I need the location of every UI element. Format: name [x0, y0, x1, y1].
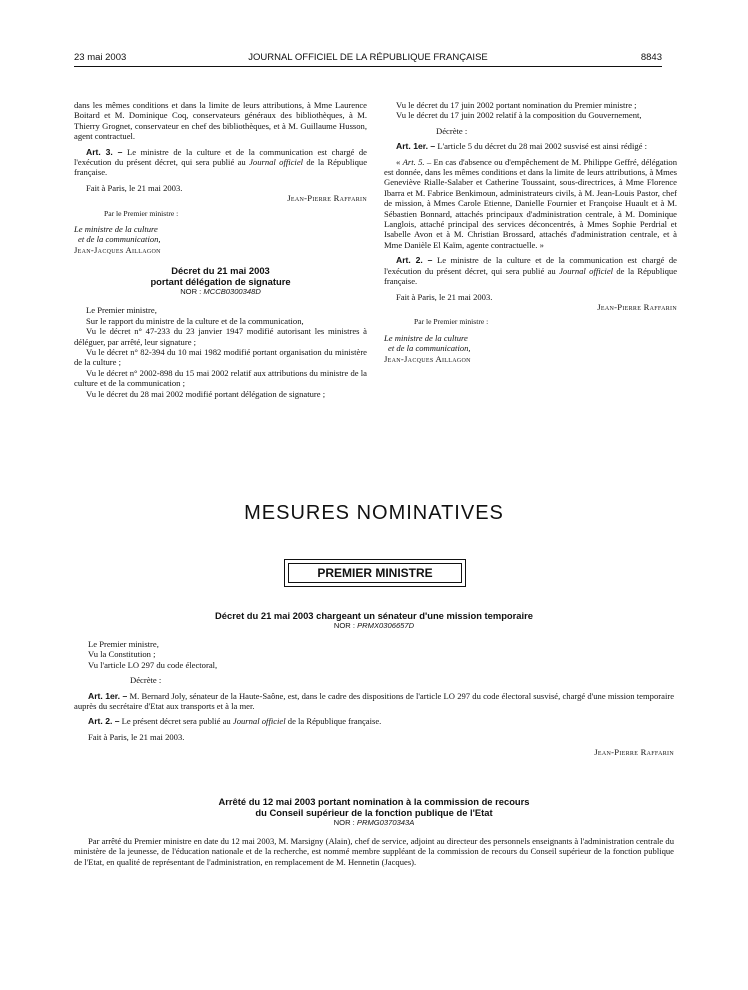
- visa-decret-2002-898: Vu le décret n° 2002-898 du 15 mai 2002 relatif aux attributions du ministre de la culture et de la communication ;: [74, 367, 367, 389]
- premier-ministre-box: [284, 559, 466, 587]
- decree-title-line2: portant délégation de signature: [150, 276, 291, 288]
- nor-label: NOR :: [180, 287, 204, 297]
- visa-nomination-pm: Vu le décret du 17 juin 2002 portant nomination du Premier ministre ;: [396, 100, 637, 110]
- header-date: 23 mai 2003: [74, 52, 127, 63]
- nor-code: PRMX0306657D: [357, 621, 415, 630]
- minister-title-line2: et de la communication,: [388, 343, 471, 354]
- continued-text: dans les mêmes conditions et dans la limite de leurs attributions, à Mme Laurence Boitard et M. Dominique Coq, conservateurs généraux des bibliothèques, à M. Thierry Grognet, conservateur en chef des bibliothèques, et à M. Guillaume Husson, agent contractuel.: [74, 100, 367, 142]
- decret2-article-2-end: de la République française.: [285, 716, 382, 727]
- header-journal-title: JOURNAL OFFICIEL DE LA RÉPUBLIQUE FRANÇAISE: [248, 52, 488, 63]
- header-page-number: 8843: [640, 52, 662, 63]
- nor-label: NOR :: [333, 818, 357, 827]
- visa-rapport: Sur le rapport du ministre de la culture et de la communication,: [86, 315, 304, 326]
- premier-ministre-label: PREMIER MINISTRE: [288, 563, 462, 583]
- visa-decret-1982: Vu le décret n° 82-394 du 10 mai 1982 modifié portant organisation du ministère de la culture ;: [74, 346, 367, 368]
- article-3-text: Le ministre de la culture et de la communication est chargé de l'exécution du présent décret, qui sera publié au: [74, 146, 367, 168]
- signer-name: Jean-Pierre Raffarin: [597, 301, 677, 312]
- article-2-label: Art. 2. –: [396, 255, 433, 266]
- decret2-constitution: Vu la Constitution ;: [88, 649, 156, 660]
- par-premier-ministre: Par le Premier ministre :: [414, 317, 489, 327]
- decret2-article-2-text: Le présent décret sera publié au: [119, 716, 233, 727]
- article-1-label: Art. 1er. –: [396, 141, 436, 152]
- article-3-label: Art. 3. –: [86, 146, 123, 157]
- decret2-fait: Fait à Paris, le 21 mai 2003.: [88, 731, 185, 742]
- article-2: [384, 255, 677, 286]
- decret2-article-1-text: M. Bernard Joly, sénateur de la Haute-Saône, est, dans le cadre des dispositions de l'article LO 297 du code électoral susvisé, chargé d'une mission temporaire auprès du secrétaire d'Etat aux transports et à la mer.: [74, 690, 675, 712]
- signer-name: Jean-Pierre Raffarin: [287, 193, 367, 204]
- fait-a-paris: Fait à Paris, le 21 mai 2003.: [86, 182, 183, 193]
- decret2-signer: Jean-Pierre Raffarin: [594, 747, 674, 758]
- decret2-article-1-label: Art. 1er. –: [88, 690, 128, 701]
- visa-decret-1947: Vu le décret n° 47-233 du 23 janvier 1947 modifié autorisant les ministres à déléguer, par arrêté, leur signature ;: [74, 326, 367, 347]
- arrete-title-line2: du Conseil supérieur de la fonction publique de l'Etat: [255, 807, 493, 818]
- fait-a-paris: Fait à Paris, le 21 mai 2003.: [396, 291, 493, 302]
- arrete-title-line1: Arrêté du 12 mai 2003 portant nomination à la commission de recours: [218, 796, 530, 807]
- nor-label: NOR :: [333, 621, 358, 630]
- article-3: [74, 147, 367, 178]
- right-column: [384, 100, 677, 364]
- article-5-quote: [384, 157, 677, 251]
- quote-open: «: [396, 156, 403, 167]
- minister-name: Jean-Jacques Aillagon: [384, 353, 471, 364]
- nor-code: PRMG0370343A: [356, 818, 415, 827]
- visa-decret-2002-delegation: Vu le décret du 28 mai 2002 modifié portant délégation de signature ;: [86, 388, 326, 399]
- decret2-article-1: [74, 691, 674, 712]
- header-rule: [74, 66, 662, 67]
- decree-title-line1: Décret du 21 mai 2003: [171, 265, 270, 277]
- decret2-title: Décret du 21 mai 2003 chargeant un sénateur d'une mission temporaire: [215, 610, 533, 621]
- decret-mission-temporaire: [74, 610, 674, 758]
- minister-name: Jean-Jacques Aillagon: [74, 244, 161, 255]
- nor-code: MCCB0300348D: [203, 287, 261, 297]
- article-2-text: Le ministre de la culture et de la communication est chargé de l'exécution du présent décret, qui sera publié au: [384, 255, 677, 276]
- quote-text: – En cas d'absence ou d'empêchement de M. Philippe Geffré, délégation est donnée, dans les mêmes conditions et dans la limite de leurs attributions, à Mmes Geneviève Rialle-Salaber et Catherine Toussaint, sous-directrices, à Mme Florence Ibarra et M. Fabrice Benkimoun, administrateurs civils, à M. Jean-Louis Pastor, chef de mission, à Mmes Carole Etienne, Danielle Fournier et Françoise Huault et à M. Sébastien Bonnard, attachés principaux d'administration centrale, à M. Dominique Langlois, attaché principal des services déconcentrés, à Mmes Sophie Perdrial et Isabelle Avon et à M. Christian Brossard, attachés d'administration centrale, et à Mme Danièle El Kaïm, agente contractuelle. »: [384, 156, 678, 250]
- arrete-nor: [74, 818, 674, 828]
- decret2-article-2-label: Art. 2. –: [88, 716, 120, 727]
- par-premier-ministre: Par le Premier ministre :: [104, 208, 179, 218]
- decret2-article-2: [74, 716, 674, 726]
- minister-title-line1: Le ministre de la culture: [74, 224, 158, 235]
- section-title: MESURES NOMINATIVES: [244, 502, 504, 524]
- decret2-article-2-journal: Journal officiel: [232, 716, 286, 727]
- left-column: [74, 100, 367, 399]
- article-1: [384, 141, 677, 151]
- article-1-text: L'article 5 du décret du 28 mai 2002 susvisé est ainsi rédigé :: [435, 141, 647, 152]
- article-2-end: de la République française.: [384, 265, 678, 287]
- decret2-code-electoral: Vu l'article LO 297 du code électoral,: [88, 659, 218, 670]
- decret2-premier-ministre: Le Premier ministre,: [88, 639, 159, 649]
- decrete: Décrète :: [436, 125, 468, 136]
- page-header: [74, 52, 662, 66]
- article-2-journal: Journal officiel: [559, 265, 614, 276]
- visa-premier-ministre: Le Premier ministre,: [86, 305, 157, 316]
- decree-nor: [74, 287, 367, 297]
- decret2-decrete: Décrète :: [130, 675, 162, 686]
- article-3-end: de la République française.: [74, 157, 368, 178]
- article-3-journal: Journal officiel: [249, 157, 304, 168]
- quote-article: Art. 5.: [402, 156, 425, 167]
- minister-title-line2: et de la communication,: [78, 234, 161, 245]
- decret2-nor: [74, 621, 674, 631]
- arrete-body: Par arrêté du Premier ministre en date du 12 mai 2003, M. Marsigny (Alain), chef de service, adjoint au directeur des personnels enseignants à l'administration centrale du ministère de la jeunesse, de l'éducation nationale et de la recherche, est nommé membre suppléant de la commission de recours du Conseil supérieur de la fonction publique de l'Etat, en qualité de représentant de l'administration, en remplacement de M. Hennetin (Jacques).: [74, 836, 674, 867]
- arrete-commission-recours: [74, 796, 674, 867]
- minister-title-line1: Le ministre de la culture: [384, 332, 468, 343]
- visa-composition-gouvernement: Vu le décret du 17 juin 2002 relatif à la composition du Gouvernement,: [396, 110, 642, 121]
